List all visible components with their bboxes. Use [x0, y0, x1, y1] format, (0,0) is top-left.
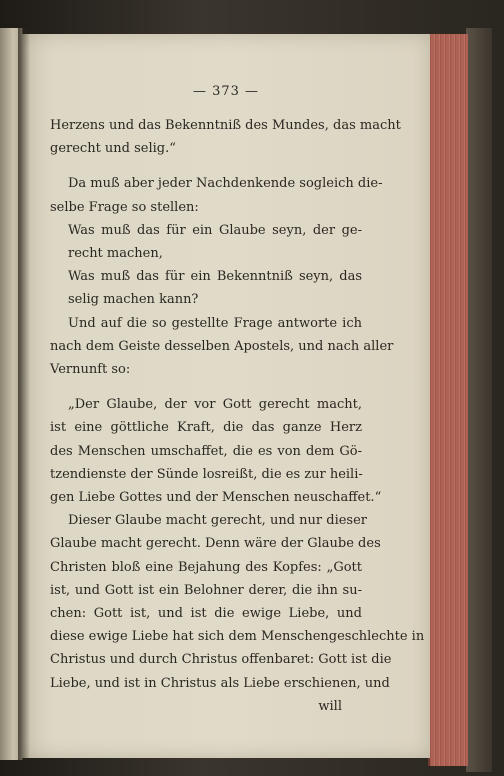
gutter-shadow — [18, 28, 30, 760]
text-line: tzendienste der Sünde losreißt, die es zur heili- — [50, 466, 363, 482]
text-line: Da muß aber jeder Nachdenkende sogleich die- — [68, 176, 383, 192]
text-line: gen Liebe Gottes und der Menschen neuschaffet.“ — [50, 490, 382, 506]
text-line: gerecht und selig.“ — [50, 141, 176, 157]
text-line: chen: Gott ist, und ist die ewige Liebe, und — [50, 606, 362, 622]
text-line: Dieser Glaube macht gerecht, und nur dieser — [68, 513, 367, 529]
text-line: des Menschen umschaffet, die es von dem Gö- — [50, 443, 362, 459]
text-line: nach dem Geiste desselben Apostels, und nach aller — [50, 338, 394, 354]
text-line: selbe Frage so stellen: — [50, 199, 199, 215]
text-line: Was muß das für ein Glaube seyn, der ge- — [68, 222, 362, 238]
text-line: Was muß das für ein Bekenntniß seyn, das — [68, 269, 362, 285]
text-line: Und auf die so gestellte Frage antworte ich — [68, 315, 362, 331]
catchword: will — [318, 698, 342, 714]
text-line: Christus und durch Christus offenbaret: Gott ist die — [50, 652, 392, 668]
text-line: Glaube macht gerecht. Denn wäre der Glaube des — [50, 536, 381, 552]
book-cover-edge — [466, 28, 492, 772]
page-edges — [428, 34, 468, 766]
page-number: — 373 — — [192, 84, 260, 99]
text-line: recht machen, — [68, 246, 163, 262]
text-line: selig machen kann? — [68, 292, 199, 308]
text-line: diese ewige Liebe hat sich dem Menschengeschlechte in — [50, 629, 425, 645]
page-text — [50, 80, 425, 718]
text-line: ist, und Gott ist ein Belohner derer, die ihn su- — [50, 582, 362, 598]
text-line: Vernunft so: — [50, 362, 131, 378]
text-line: Liebe, und ist in Christus als Liebe erschienen, und — [50, 675, 390, 691]
text-line: „Der Glaube, der vor Gott gerecht macht, — [68, 397, 362, 413]
text-line: ist eine göttliche Kraft, die das ganze Herz — [50, 420, 362, 436]
text-line: Christen bloß eine Bejahung des Kopfes: „Gott — [50, 559, 362, 575]
text-line: Herzens und das Bekenntniß des Mundes, das macht — [50, 118, 401, 133]
